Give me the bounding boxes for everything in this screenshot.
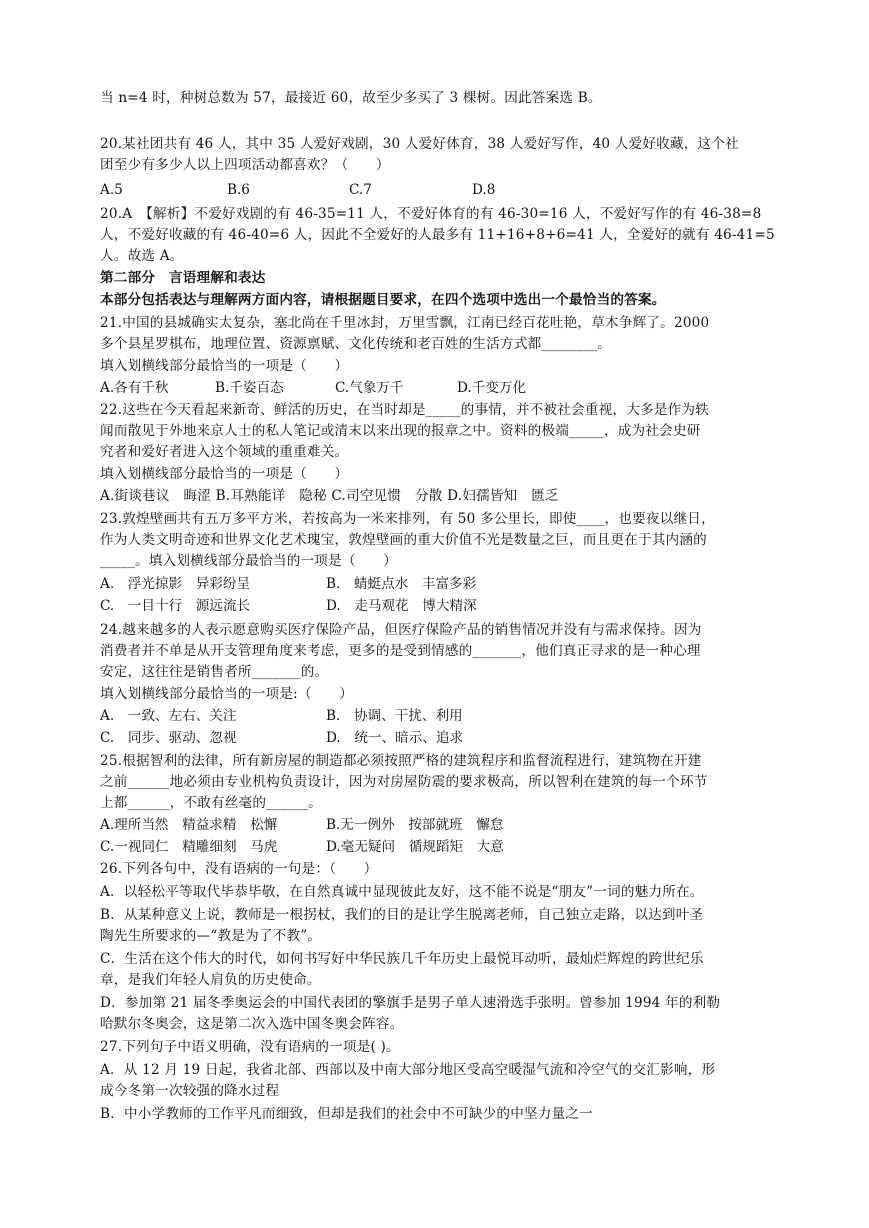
q25-line: 上都______，不敢有丝毫的______。 [100, 795, 322, 811]
q20-line: 20.某社团共有 46 人，其中 35 人爱好戏剧，30 人爱好体育，38 人爱好写作，40 人爱好收藏，这个社 [100, 136, 739, 152]
intro-text: 当 n=4 时，种树总数为 57，最接近 60，故至少多买了 3 棵树。因此答案选 B。 [100, 90, 602, 106]
q25-option-c: C.一视同仁 精雕细刻 马虎 [100, 839, 278, 855]
q23-option-a: A. 浮光掠影 异彩纷呈 [100, 576, 251, 592]
q26-line: A．以轻松平等取代毕恭毕敬，在自然真诚中显现彼此友好，这不能不说是“朋友”一词的魅力所在。 [100, 884, 704, 900]
q22-options: A.街谈巷议 晦涩 B.耳熟能详 隐秘 C.司空见惯 分散 D.妇孺皆知 匮乏 [100, 488, 559, 504]
q20-option-c: C.7 [349, 182, 372, 198]
q21-option-d: D.千变万化 [457, 380, 527, 396]
q27-line: 成今冬第一次较强的降水过程 [100, 1083, 280, 1099]
q23-option-c: C. 一目十行 源远流长 [100, 598, 251, 614]
q27-line: A．从 12 月 19 日起，我省北部、西部以及中南大部分地区受高空暖湿气流和冷空气的交汇影响，形 [100, 1062, 716, 1078]
q26-line: 26.下列各句中，没有语病的一句是：（ ） [100, 861, 378, 877]
q24-option-d: D. 统一、暗示、追求 [326, 730, 464, 746]
q21-option-b: B.千姿百态 [215, 380, 284, 396]
q24-option-a: A. 一致、左右、关注 [100, 708, 237, 724]
q21-line: 21.中国的县城确实太复杂，塞北尚在千里冰封，万里雪飘，江南已经百花吐艳，草木争辉了。2000 [100, 315, 710, 331]
section-description: 本部分包括表达与理解两方面内容，请根据题目要求，在四个选项中选出一个最恰当的答案。 [100, 292, 666, 308]
q22-line: 闻而散见于外地来京人士的私人笔记或清末以来出现的报章之中。资料的极端_____，成为社会史研 [100, 423, 701, 439]
q23-line: 23.敦煌壁画共有五万多平方米，若按高为一米来排列，有 50 多公里长，即使____，也要夜以继日， [100, 511, 715, 527]
q26-line: C．生活在这个伟大的时代，如何书写好中华民族几千年历史上最悦耳动听，最灿烂辉煌的跨世纪乐 [100, 951, 704, 967]
q20-line: 团至少有多少人以上四项活动都喜欢？（ ） [100, 157, 390, 173]
q20-answer-line: 20.A 【解析】不爱好戏剧的有 46-35=11 人，不爱好体育的有 46-30=16 人，不爱好写作的有 46-38=8 [100, 206, 762, 222]
q24-line: 消费者并不单是从开支管理角度来考虑，更多的是受到情感的_______，他们真正寻求的是一种心理 [100, 643, 701, 659]
q21-line: 填入划横线部分最恰当的一项是（ ） [100, 358, 349, 374]
q25-line: 之前______地必须由专业机构负责设计，因为对房屋防震的要求极高，所以智利在建筑的每一个环节 [100, 774, 708, 790]
q27-line: 27.下列句子中语义明确，没有语病的一项是( )。 [100, 1039, 400, 1055]
q25-option-b: B.无一例外 按部就班 懈怠 [326, 817, 504, 833]
q21-option-a: A.各有千秋 [100, 380, 169, 396]
q22-line: 究者和爱好者进入这个领域的重重难关。 [100, 444, 349, 460]
q24-line: 填入划横线部分最恰当的一项是:（ ） [100, 686, 354, 702]
q25-line: 25.根据智利的法律，所有新房屋的制造都必须按照严格的建筑程序和监督流程进行，建筑物在开建 [100, 753, 702, 769]
q23-option-b: B. 蜻蜓点水 丰富多彩 [326, 576, 477, 592]
q25-option-a: A.理所当然 精益求精 松懈 [100, 817, 278, 833]
q26-line: 哈默尔冬奥会，这是第二次入选中国冬奥会阵容。 [100, 1016, 404, 1032]
section-title: 第二部分 言语理解和表达 [100, 270, 266, 286]
q21-line: 多个县星罗棋布，地理位置、资源禀赋、文化传统和老百姓的生活方式都________。 [100, 336, 612, 352]
q20-answer-line: 人，不爱好收藏的有 46-40=6 人，因此不全爱好的人最多有 11+16+8+6=41 人，全爱好的就有 46-41=5 [100, 227, 775, 243]
q25-option-d: D.毫无疑问 循规蹈矩 大意 [326, 839, 504, 855]
q24-option-b: B. 协调、干扰、利用 [326, 708, 463, 724]
q23-option-d: D. 走马观花 博大精深 [326, 598, 477, 614]
q26-line: B．从某种意义上说，教师是一根拐杖，我们的目的是让学生脱离老师，自己独立走路，以达到叶圣 [100, 907, 704, 923]
q20-option-a: A.5 [100, 182, 123, 198]
q27-line: B．中小学教师的工作平凡而细致，但却是我们的社会中不可缺少的中坚力量之一 [100, 1106, 593, 1122]
q20-option-d: D.8 [472, 182, 496, 198]
q24-option-c: C. 同步、驱动、忽视 [100, 730, 237, 746]
q26-line: 章，是我们年轻人肩负的历史使命。 [100, 972, 321, 988]
q20-answer-line: 人。故选 A。 [100, 248, 184, 264]
q22-line: 填入划横线部分最恰当的一项是（ ） [100, 466, 349, 482]
q24-line: 24.越来越多的人表示愿意购买医疗保险产品，但医疗保险产品的销售情况并没有与需求保持。因为 [100, 622, 702, 638]
q26-line: D．参加第 21 届冬季奥运会的中国代表团的擎旗手是男子单人速滑选手张明。曾参加 1994 年的利勒 [100, 995, 721, 1011]
q24-line: 安定，这往往是销售者所_______的。 [100, 664, 329, 680]
q21-option-c: C.气象万千 [335, 380, 404, 396]
q20-option-b: B.6 [227, 182, 250, 198]
q22-line: 22.这些在今天看起来新奇、鲜活的历史，在当时却是_____的事情，并不被社会重视，大多是作为轶 [100, 402, 709, 418]
q23-line: 作为人类文明奇迹和世界文化艺术瑰宝，敦煌壁画的重大价值不光是数量之巨，而且更在于其内涵的 [100, 532, 707, 548]
q23-line: _____。填入划横线部分最恰当的一项是（ ） [100, 553, 398, 569]
q26-line: 陶先生所要求的—“教是为了不教”。 [100, 928, 322, 944]
